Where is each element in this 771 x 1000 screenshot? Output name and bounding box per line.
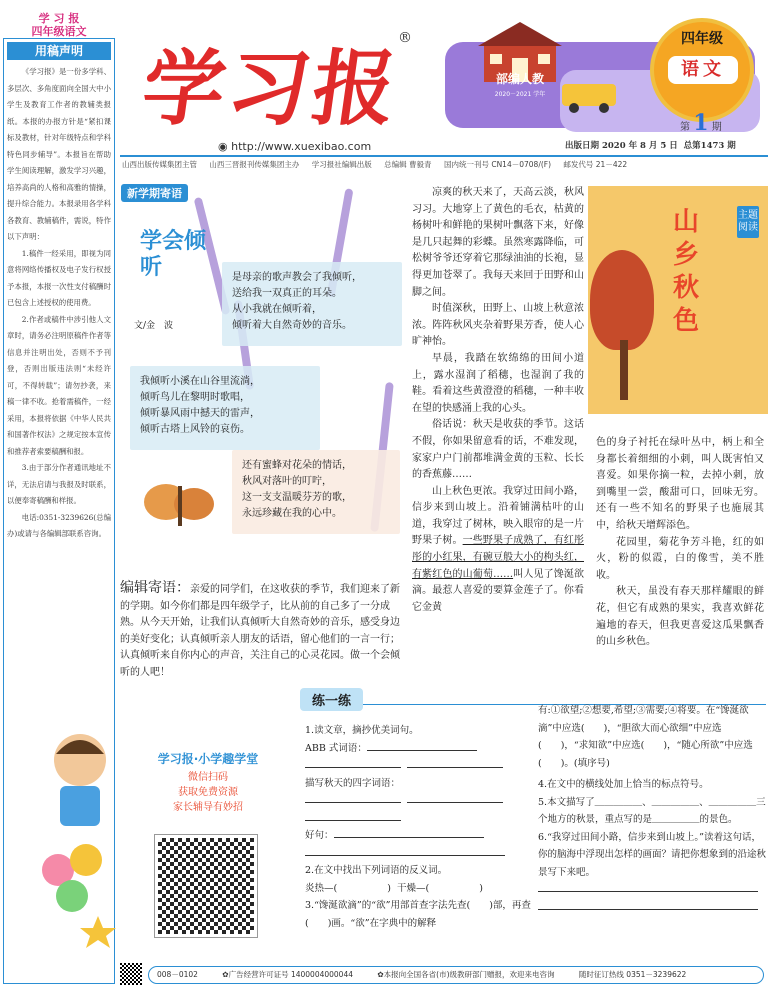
poem-stanza-3: 还有蜜蜂对花朵的情话， 秋风对落叶的叮咛， 这一支支温暖芬芳的歌， 永远珍藏在我的心中。 [232, 450, 400, 534]
question-2: 2.在文中找出下列词语的反义词。 [305, 865, 448, 876]
statement-contact: 电话:0351-3239626(总编办)或请与各编辑部联系咨询。 [7, 512, 111, 538]
exercise-tag: 练一练 [300, 688, 363, 711]
masthead-divider [120, 155, 768, 157]
answer-blank[interactable] [305, 845, 505, 856]
answer-blank[interactable] [305, 792, 401, 803]
publication-date: 出版日期 2020 年 8 月 5 日 总第1473 期 [565, 141, 736, 151]
registered-mark: ® [398, 30, 412, 46]
wechat-qr-code[interactable] [154, 834, 258, 938]
question-1: 1.读文章，摘抄优美词句。 [305, 725, 419, 736]
answer-blank[interactable] [538, 881, 758, 892]
answer-blank[interactable] [367, 740, 477, 751]
statement-title: 用稿声明 [7, 42, 111, 60]
question-6: 6.“我穿过田间小路，信步来到山坡上。”读着这句话，你的脑海中浮现出怎样的画面？请把你想象到的沿途秋景写下来吧。 [538, 831, 767, 878]
answer-blank[interactable] [305, 810, 401, 821]
subject-label: 语文 [668, 56, 738, 84]
issue-number: 第 1 期 [680, 110, 722, 136]
article-column-b: 色的身子衬托在绿叶丛中，柄上和全身都长着细细的小刺，叫人既害怕又喜爱。如果你摘一粒，去掉小刺，放到嘴里一尝，酸甜可口，回味无穷。还有一些不知名的野果子也施展其中，给秋天增辉添色。 花园里，菊花争芳斗艳，红的如火，粉的似霞，白的像雪，美不胜收。 秋天，虽没有春天那样耀眼的鲜花，但它有成熟的果实，我喜欢鲜花遍地的春天，但我更喜爱这瓜果飘香的山乡秋色。 [596, 437, 764, 648]
edition-badge: 部编人教 2020－2021 学年 [494, 72, 546, 98]
publisher-credits: 山西出版传媒集团主管 山西三晋报刊传媒集团主办 学习报社编辑出版 总编辑 曹毅青 国内统一刊号 CN14－0708/(F) 邮发代号 21－422 [122, 160, 628, 169]
footer-bar: 008－0102 ✿广告经营许可证号 1400004000044 ✿本报向全国各省(市)级教研部门赠报，欢迎来电咨询 随时征订热线 0351－3239622 [148, 966, 764, 984]
answer-blank[interactable] [334, 827, 484, 838]
poem-author: 文/金 波 [134, 321, 174, 331]
exercise-column-a: 1.读文章，摘抄优美词句。 ABB 式词语： 描写秋天的四字词语： 好句： 2.在文中找出下列词语的反义词。 炎热—( ) 干燥—( ) 3.“馋涎欲滴”的“欲”用部首查字法先查( )部，再查( )画。“欲”在字典中的解释 [305, 722, 533, 932]
article-paragraph-hill: 山上秋色更浓。我穿过田间小路，信步来到山坡上。沿着铺满枯叶的山道，我穿过了树林，映入眼帘的是一片野果子树。一些野果子成熟了，有红彤彤的小红果，有碗豆般大小的枸头红，有紫红色的山葡萄……叫人见了馋涎欲滴。最惹人喜爱的要算金莲子了。你看它金黄 [412, 485, 585, 613]
promo-title: 学习报·小学趣学堂 [157, 752, 259, 766]
question-5: 5.本文描写了＿＿＿＿＿、＿＿＿＿＿、＿＿＿＿＿三个地方的秋景，重点写的是＿＿＿＿＿的景色。 [538, 796, 766, 825]
feature-title: 山乡秋色 [672, 207, 699, 336]
article-column-a: 凉爽的秋天来了，天高云淡，秋风习习。大地穿上了黄色的毛衣，枯黄的杨树叶和鲜艳的果树叶飘落下来，好像是几只起舞的彩蝶。虽然寒露降临，可松树爷爷还穿着它那绿油油的长袍，显得更加苍翠了。我每天来回于田野和山脚之间。 时值深秋，田野上、山坡上秋意浓浓。阵阵秋风夹杂着野果芳香，使人心旷神怡。 早晨，我踏在软绵绵的田间小道上，露水湿润了稻穗，也湿润了我的鞋。看着这些黄澄澄的稻穗，一种丰收在望的快感涌上我的心头。 俗话说：秋天是收获的季节。这话不假，你如果留意看的话，不难发现，家家户户门前都堆满金黄的玉粒、长长的香蕉藤…… 山上秋色更浓。我穿过田间小路，信步来到山坡上。沿着铺满枯叶的山道，我穿过了树林，映入眼帘的是一片野果子树。一些野果子成熟了，有红彤彤的小红果，有碗豆般大小的枸头红，有紫红色的山葡萄……叫人见了馋涎欲滴。最惹人喜爱的要算金莲子了。你看它金黄 [412, 185, 584, 616]
statement-body: 《学习报》是一份多学科、多层次、多角度面向全国大中小学生及教育工作者的教辅类报纸。本报的办报方针是“紧扣课标及教材，针对年级特点和学科特色同步辅导”。本报旨在帮助学生阅读理解，激发学习兴趣，培养高尚的人格和高雅的情操，提升综合能力。本报录用各学科各教育、教辅稿件，需说，特作以下声明： 1.稿件一经采用，即视为同意将网络传播权及电子发行权授予本报，本报一次性支付稿酬时已包含上述授权的使用费。 2.作者或稿件中涉引他人文章时，请务必注明原稿件作者等信息并注明出处，否则不予刊登，否则出版违法则“未经许可，不得转载”；请勿抄袭，来稿一律不收。抢着需稿件，一经采用，本报将依据《中华人民共和国著作权法》之规定按本宣传和推荐者索要稿酬和报。 3.由于部分作者通讯地址不详，无法启请与我报及时联系，以便奉寄稿酬和样报。 电话:0351-3239626(总编办)或请与各编辑部联系咨询。 [4, 64, 114, 543]
sidebar-brand: 学 习 报 四年级语文 [31, 12, 87, 38]
question-4: 4.在文中的横线处加上恰当的标点符号。 [538, 779, 709, 790]
exercise-column-b: 有:①欲望;②想要,希望;③需要;④将要。在“馋涎欲滴”中应选( )，“胆欲大而心欲细”中应选( )，“求知欲”中应选( )，“随心所欲”中应选( )。(填序号) 4.在文中的横线处加上恰当的标点符号。 5.本文描写了＿＿＿＿＿、＿＿＿＿＿、＿＿＿＿＿三个地方的秋景，重点写的是＿＿＿＿＿的景色。 6.“我穿过田间小路，信步来到山坡上。”读着这句话，你的脑海中浮现出怎样的画面？请把你想象到的沿途秋景写下来吧。 [538, 702, 766, 916]
promo-lines: 微信扫码 获取免费资源 家长辅导有妙招 [173, 772, 243, 813]
website-url[interactable]: ◉ http://www.xuexibao.com [218, 140, 372, 153]
poem-stanza-2: 我倾听小溪在山谷里流淌， 倾听鸟儿在黎明时歌唱， 倾听暴风雨中撼天的雷声， 倾听古塔上风铃的哀伤。 [130, 366, 320, 450]
answer-blank[interactable] [407, 757, 503, 768]
question-3: 3.“馋涎欲滴”的“欲”用部首查字法先查( )部，再查( )画。“欲”在字典中的解释 [305, 900, 531, 929]
answer-blank[interactable] [305, 757, 401, 768]
poem-title: 学会倾听 [140, 228, 207, 280]
tree-trunk [620, 340, 628, 400]
globe-icon: ◉ [218, 140, 232, 153]
autumn-tree-icon [590, 250, 654, 350]
answer-blank[interactable] [538, 899, 758, 910]
answer-blank[interactable] [407, 792, 503, 803]
school-bus-icon [560, 80, 620, 114]
grade-label: 四年级 [681, 31, 723, 47]
butterfly-icon [140, 476, 220, 536]
footer-qr-code[interactable] [120, 963, 142, 985]
section-tag-new-semester: 新学期寄语 [121, 184, 188, 202]
kid-reading-illustration [40, 720, 120, 950]
poem-stanza-1: 是母亲的歌声教会了我倾听， 送给我一双真正的耳朵。 从小我就在倾听着， 倾听着大自然奇妙的音乐。 [222, 262, 402, 346]
newspaper-logo: 学习报 [136, 41, 405, 137]
theme-reading-tag: 主题阅读 [737, 206, 759, 238]
underlined-passage: 一些野果子成熟了，有红彤彤的小红果，有碗豆般大小的枸头红，有紫红色的山葡萄…… [412, 535, 584, 580]
editorial-note: 编辑寄语：亲爱的同学们，在这收获的季节，我们迎来了新的学期。如今你们都是四年级学子，比从前的自己多了一分成熟。从今天开始，让我们认真倾听大自然奇妙的音乐，感受身边的美好变化；认真倾听亲人朋友的话语，留心他们的一言一行；认真倾听来自你内心的声音，关注自己的心灵花园。做一个会倾听的人吧！ [120, 580, 400, 678]
